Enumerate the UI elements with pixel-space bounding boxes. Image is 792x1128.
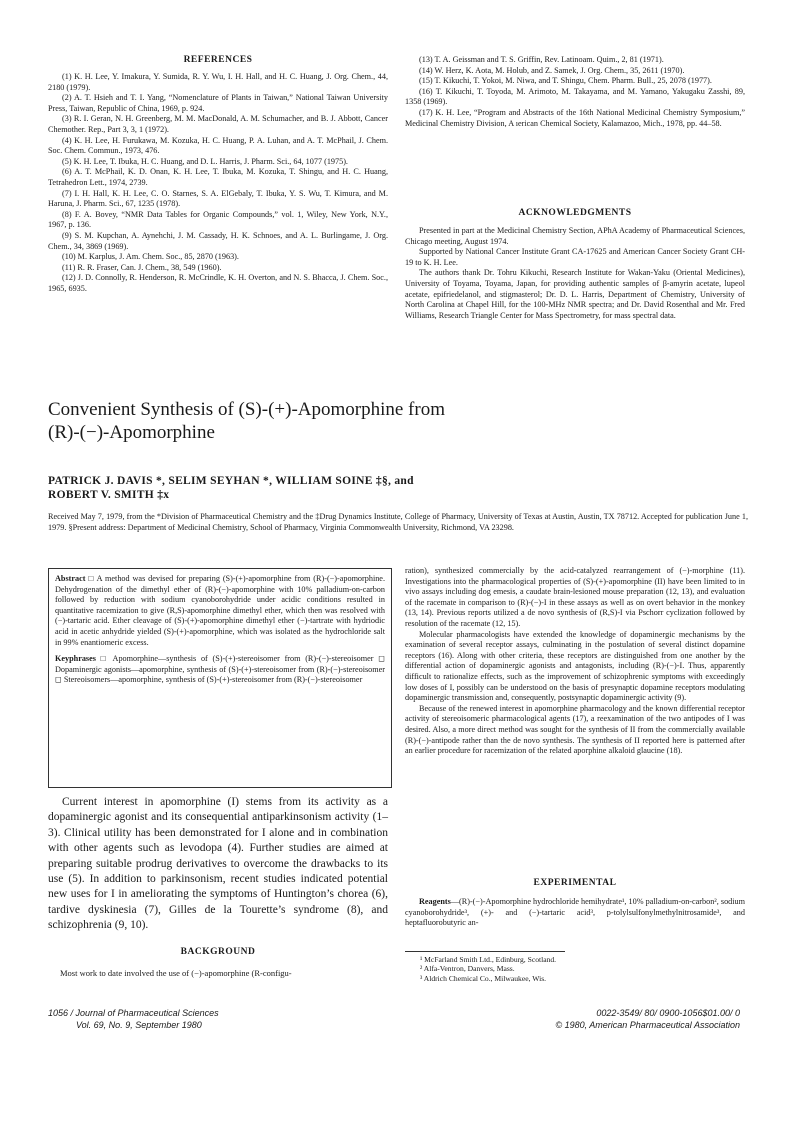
- reference-item: (14) W. Herz, K. Aota, M. Holub, and Z. Samek, J. Org. Chem., 35, 2611 (1970).: [419, 65, 685, 75]
- background-text: Most work to date involved the use of (−)-apomorphine (R-configu-: [60, 968, 292, 978]
- reference-item: (9) S. M. Kupchan, A. Aynehchi, J. M. Cassady, H. K. Schnoes, and A. L. Burlingame, J. Org. Chem., 34, 3869 (1969).: [48, 230, 388, 251]
- article-title: [48, 398, 748, 444]
- reference-item: (13) T. A. Geissman and T. S. Griffin, Rev. Latinoam. Quim., 2, 81 (1971).: [419, 55, 664, 64]
- experimental-heading: EXPERIMENTAL: [533, 878, 617, 888]
- reference-item: (3) R. I. Geran, N. H. Greenberg, M. M. MacDonald, A. M. Schumacher, and B. J. Abbott, Cancer Chemother. Rep., Part 3, 3, 1 (1972).: [48, 114, 388, 134]
- references-right-list: [405, 55, 745, 129]
- acknowledgment-paragraph: Presented in part at the Medicinal Chemistry Section, APhA Academy of Pharmaceutical Sciences, Chicago meeting, August 1974.: [405, 226, 745, 246]
- footnotes: [420, 955, 740, 983]
- reference-item: (10) M. Karplus, J. Am. Chem. Soc., 85, 2870 (1963).: [62, 252, 239, 262]
- references-heading: REFERENCES: [183, 55, 253, 65]
- keyphrases-label: Keyphrases: [55, 654, 96, 664]
- footer-copyright: © 1980, American Pharmaceutical Association: [555, 1020, 740, 1030]
- reference-item: (2) A. T. Hsieh and T. I. Yang, “Nomenclature of Plants in Taiwan,” National Taiwan University Press, Taiwan, Republic of China, 1969, p. 924.: [48, 93, 388, 113]
- acknowledgments-body: [405, 226, 745, 321]
- background-heading: BACKGROUND: [180, 947, 256, 957]
- reagents-label: Reagents: [419, 897, 451, 906]
- footer-volume: Vol. 69, No. 9, September 1980: [76, 1020, 202, 1030]
- footnote-item: ³ Aldrich Chemical Co., Milwaukee, Wis.: [420, 973, 547, 983]
- body-paragraph: Because of the renewed interest in apomorphine pharmacology and the known differential receptor activity of stereoisomeric pharmacological agents (17), a reexamination of the two antipodes of I was desired. Also, a more direct method was sought for the synthesis of II from the commercially available (R)-(−)-antipode rather than the de novo synthesis. The synthesis of II reported here is patterned after an earlier procedure for racemization of the related aporphine alkaloid glaucine (18).: [405, 703, 745, 756]
- reference-item: (16) T. Kikuchi, T. Toyoda, M. Arimoto, M. Takayama, and M. Yamano, Yakugaku Zasshi, 89, 1358 (1969).: [405, 86, 745, 107]
- reference-item: (1) K. H. Lee, Y. Imakura, Y. Sumida, R. Y. Wu, I. H. Hall, and H. C. Huang, J. Org. Chem., 44, 2180 (1979).: [48, 72, 388, 92]
- reagents-text: —(R)-(−)-Apomorphine hydrochloride hemihydrate¹, 10% palladium-on-carbon², sodium cyanoborohydride³, (+)- and (−)-tartaric acid³, p-tolylsulfonylmethylnitrosamide³, and heptafluorobutyric an-: [405, 897, 745, 928]
- abstract-label: Abstract: [55, 574, 86, 583]
- right-column-body: [405, 566, 745, 757]
- reference-item: (7) I. H. Hall, K. H. Lee, C. O. Starnes, S. A. ElGebaly, T. Ibuka, Y. S. Wu, T. Kimura, and M. Haruna, J. Pharm. Sci., 67, 1235 (1978).: [48, 188, 388, 209]
- acknowledgment-paragraph: The authors thank Dr. Tohru Kikuchi, Research Institute for Wakan-Yaku (Oriental Medicines), University of Toyama, Toyama, Japan, for providing authentic samples of β-amyrin acetate, lupeol acetate, epifriedelanol, and stigmasterol; Dr. D. L. Harris, Department of Chemistry, University of North Carolina at Chapel Hill, for the 100-MHz NMR spectra; and Dr. David Rosenthal and Mr. Fred Williams, Research Triangle Center for Mass Spectrometry, for mass spectral data.: [405, 268, 745, 320]
- author-list: [48, 474, 748, 502]
- keyphrases-square-icon: □: [100, 654, 109, 664]
- reference-item: (11) R. R. Fraser, Can. J. Chem., 38, 549 (1960).: [62, 262, 222, 272]
- abstract-text: A method was devised for preparing (S)-(+)-apomorphine from (R)-(−)-apomorphine. Dehydrogenation of the dimethyl ether of (R)-(−)-apomorphine with 10% palladium-on-carbon followed by reduction with sodium cyanoborohydride under acidic conditions resulted in quantitative racemization to give (R,S)-apomorphine dimethyl ether, which then was resolved with (−)-tartaric acid. Ether cleavage of (S)-(+)-apomorphine dimethyl ether (−)-tartrate with hydriodic acid in acetic anhydride yielded (S)-(+)-apomorphine, which was isolated as the hydrochloride salt in 99% enantiomeric excess.: [55, 574, 385, 647]
- reference-item: (8) F. A. Bovey, “NMR Data Tables for Organic Compounds,” vol. 1, Wiley, New York, N.Y., 1967, p. 136.: [48, 209, 388, 230]
- body-paragraph: ration), synthesized commercially by the acid-catalyzed rearrangement of (−)-morphine (11). Investigations into the pharmacological properties of (S)-(+)-apomorphine (II) have been limited to in vivo assays including dog emesis, a caudate brain-lesioned mouse preparation (12, 13), and evaluation of the racemate in comparison to (R)-(−)-I in these assays as well as on overt behavior in the monkey (13, 14). Previous reports utilized a de novo synthesis of (R,S)-I via Pschorr cyclization followed by resolution of the racemate (12, 15).: [405, 566, 745, 628]
- abstract-square-icon: □: [88, 574, 95, 583]
- reference-item: (4) K. H. Lee, H. Furukawa, M. Kozuka, H. C. Huang, P. A. Luhan, and A. T. McPhail, J. Chem. Soc. Chem. Commun., 1973, 476.: [48, 135, 388, 156]
- footnote-rule: [405, 951, 565, 952]
- keyphrases-text: Apomorphine—synthesis of (S)-(+)-stereoisomer from (R)-(−)-stereoisomer ◻ Dopaminergic agonists—apomorphine, synthesis of (S)-(+)-stereoisomer from (R)-(−)-stereoisomer ◻ Stereoisomers—apomorphine, synthesis of (S)-(+)-stereoisomer from (R)-(−)-stereoisomer: [55, 654, 385, 685]
- author-line: PATRICK J. DAVIS *, SELIM SEYHAN *, WILLIAM SOINE ‡§, and: [48, 475, 414, 487]
- article-title-line: (R)-(−)-Apomorphine: [48, 422, 215, 443]
- acknowledgment-paragraph: Supported by National Cancer Institute Grant CA-17625 and American Cancer Society Grant CH-19 to K. H. Lee.: [405, 247, 745, 267]
- body-paragraph: Molecular pharmacologists have extended the knowledge of dopaminergic mechanisms by the examination of several receptor assays, culminating in the postulation of several distinct dopamine receptors (16). Along with other criteria, these receptors are distinguished from one another by the differential action of dopaminergic agonists and antagonists, including (R)-(−)-I. Thus, apparently difficult to rationalize effects, such as the improvement of schizophrenic symptoms with exceedingly low doses of I, possibly can be understood on the basis of presynaptic dopamine receptors modulating dopaminergic transmission and, consequently, postsynaptic dopaminergic activity (9).: [405, 629, 745, 703]
- footer-issn: 0022-3549/ 80/ 0900-1056$01.00/ 0: [596, 1008, 740, 1018]
- reference-item: (5) K. H. Lee, T. Ibuka, H. C. Huang, and D. L. Harris, J. Pharm. Sci., 64, 1077 (1975).: [62, 156, 348, 166]
- received-note: Received May 7, 1979, from the *Division of Pharmaceutical Chemistry and the ‡Drug Dynamics Institute, College of Pharmacy, University of Texas at Austin, Austin, TX 78712. Accepted for publication June 1, 1979. §Present address: Department of Medicinal Chemistry, School of Pharmacy, Virginia Commonwealth University, Richmond, VA 23298.: [48, 512, 748, 532]
- reference-item: (6) A. T. McPhail, K. D. Onan, K. H. Lee, T. Ibuka, M. Kozuka, T. Shingu, and H. C. Huang, Tetrahedron Lett., 1974, 2739.: [48, 167, 388, 187]
- footnote-item: ¹ McFarland Smith Ltd., Edinburg, Scotland.: [420, 955, 557, 964]
- footnote-item: ² Alfa-Ventron, Danvers, Mass.: [420, 964, 515, 974]
- footer-right: [445, 1007, 740, 1031]
- footer-journal: 1056 / Journal of Pharmaceutical Sciences: [48, 1008, 219, 1018]
- reference-item: (17) K. H. Lee, “Program and Abstracts of the 16th National Medicinal Chemistry Symposium,” Medicinal Chemistry Division, A ıerican Chemical Society, Kalamazoo, Mich., 1978, pp. 44–58.: [405, 107, 745, 128]
- reagents-paragraph: [405, 897, 745, 929]
- reference-item: (12) J. D. Connolly, R. Henderson, R. McCrindle, K. H. Overton, and N. S. Bhacca, J. Chem. Soc., 1965, 6935.: [48, 273, 388, 293]
- acknowledgments-heading: ACKNOWLEDGMENTS: [518, 208, 632, 218]
- footer-left: [48, 1007, 388, 1031]
- intro-paragraph: Current interest in apomorphine (I) stems from its activity as a dopaminergic agonist and its consequential antiparkinsonism activity (1–3). Clinical utility has been demonstrated for I alone and in combination with other agents such as levodopa (4). Further studies are aimed at preparing suitable prodrug derivatives to overcome the drawbacks to its use (5). In addition to parkinsonism, recent studies indicated potential new uses for I in ameliorating the symptoms of Huntington’s chorea (6), tardive dyskinesia (7), Gilles de la Tourette’s syndrome (8), and schizophrenia (9, 10).: [48, 796, 388, 932]
- abstract-box: [48, 568, 392, 788]
- reference-item: (15) T. Kikuchi, T. Yokoi, M. Niwa, and T. Shingu, Chem. Pharm. Bull., 25, 2078 (1977).: [419, 76, 712, 86]
- references-left-list: [48, 72, 388, 294]
- author-line: ROBERT V. SMITH ‡x: [48, 489, 170, 501]
- article-title-line: Convenient Synthesis of (S)-(+)-Apomorphine from: [48, 399, 445, 420]
